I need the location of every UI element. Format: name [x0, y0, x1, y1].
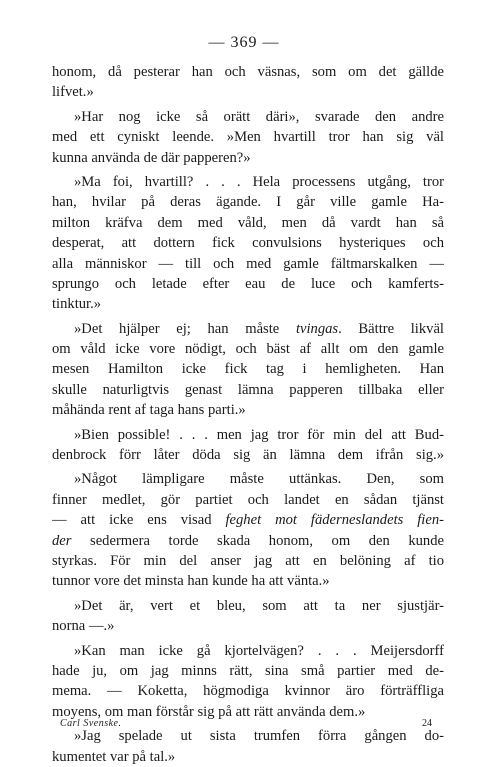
text-line: lifvet.» — [52, 84, 94, 101]
text-line — [52, 510, 444, 530]
text-line: »Ma foi, hvartill? . . . Hela processens utgång, tror — [74, 173, 444, 190]
text-line: moyens, om man förstår sig på att rätt använda dem.» — [52, 703, 366, 720]
text-line: »Det är, vert et bleu, som att ta ner sjustjär- — [74, 597, 444, 614]
sheet-mark: 24 — [422, 718, 432, 729]
text-line: om våld icke vore nödigt, och bäst af allt om den gamle — [52, 341, 444, 358]
text-line: alla människor — till och med gamle fältmarskalken — — [52, 255, 444, 272]
text-line: med ett cyniskt leende. »Men hvartill tror han sig väl — [52, 129, 444, 146]
text-line: hade ju, om jag minns rätt, sina små partier med de- — [52, 662, 444, 679]
text-line: tunnor vore det minsta han kunde ha att vänta.» — [52, 573, 330, 590]
text-line: mema. — Koketta, högmodiga kvinnor äro förträffliga — [52, 683, 444, 700]
text-line: denbrock förr låter döda sig än lämna dem ifrån sig.» — [52, 447, 444, 464]
text-line: »Jag spelade ut sista trumfen förra gången do- — [74, 728, 444, 745]
text-line: mesen Hamilton icke fick tag i hemligheten. Han — [52, 361, 444, 378]
text-line: »Något lämpligare måste uttänkas. Den, som — [74, 471, 444, 488]
text-line: »Bien possible! . . . men jag tror för min del att Bud- — [74, 426, 444, 443]
text-line — [52, 531, 444, 551]
text-line: styrkas. För min del anser jag att en belöning af tio — [52, 552, 444, 569]
text-line: »Har nog icke så orätt däri», svarade den andre — [74, 108, 444, 125]
text-line: norna —.» — [52, 618, 115, 635]
italic-segment: der — [52, 532, 72, 549]
text-line: desperat, att dottern fick convulsions hysteriques och — [52, 235, 444, 252]
text-line: skulle naturligtvis genast lämna papperen tillbaka eller — [52, 381, 444, 398]
text-segment: sedermera torde skada honom, om den kunde — [90, 532, 444, 549]
text-line: tinktur.» — [52, 296, 102, 313]
text-line: »Kan man icke gå kjortelvägen? . . . Meijersdorff — [74, 642, 444, 659]
italic-segment: tvingas — [295, 320, 339, 337]
text-line: han, hvilar på deras ägande. I går ville gamle Ha- — [52, 194, 444, 211]
text-line: honom, då pesterar han och väsnas, som om det gällde — [52, 64, 444, 80]
body-text — [52, 62, 444, 767]
text-line — [52, 319, 444, 339]
page-number: — 369 — — [208, 34, 280, 51]
text-line: finner medlet, gör partiet och landet en sådan tjänst — [52, 491, 444, 508]
text-segment: — att icke ens visad — [52, 512, 212, 529]
italic-segment: feghet mot fäderneslandets fien- — [225, 512, 444, 529]
printer-signature: Carl Svenske. — [60, 718, 122, 729]
text-line: måhända rent af taga hans parti.» — [52, 402, 246, 419]
text-segment: . Bättre likväl — [338, 320, 444, 337]
text-line: kunna använda de där papperen?» — [52, 149, 251, 166]
page-footer — [60, 718, 432, 729]
text-line: sprungo och letade efter eau de luce och kamferts- — [52, 275, 444, 292]
text-line: kumentet var på tal.» — [52, 748, 176, 765]
text-segment: »Det hjälper ej; han måste — [74, 320, 280, 337]
text-line: milton kräfva dem med våld, men då vardt han så — [52, 214, 444, 231]
